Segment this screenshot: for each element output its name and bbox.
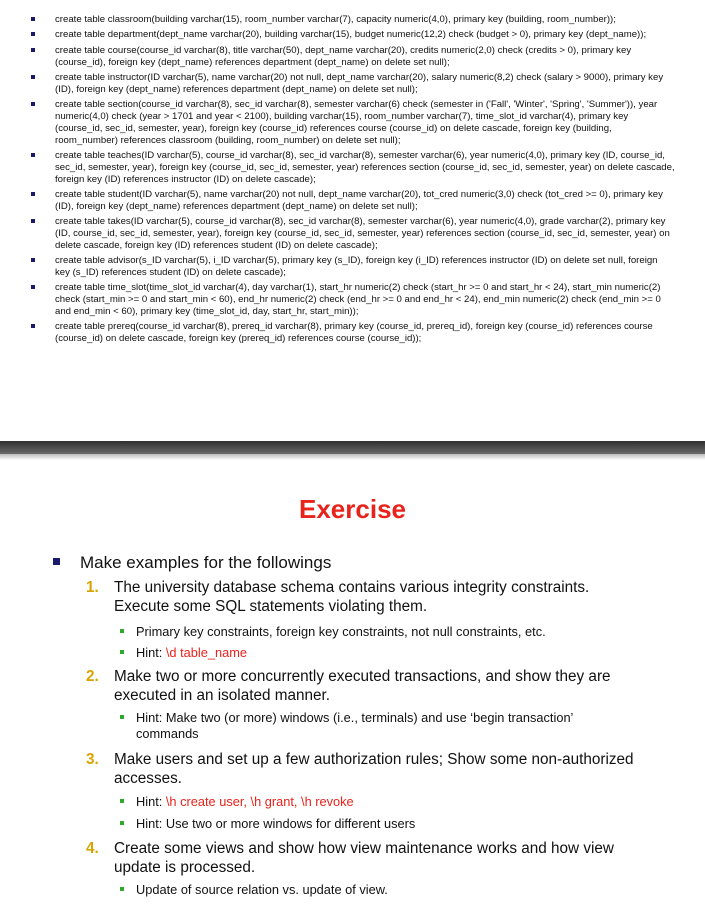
hint-text: Hint: Make two (or more) windows (i.e., terminals) and use ‘begin transaction’ commands bbox=[136, 710, 573, 741]
sql-text: create table teaches(ID varchar(5), course_id varchar(8), sec_id varchar(8), semester varchar(6), year numeric(4,0), primary key (ID, course_id, sec_id, semester, year), foreign key (course_id, sec_id, semester, year) references section (course_id, sec_id, semester, year) on delete cascade, foreign key (ID) references instructor (ID) on delete cascade); bbox=[55, 149, 675, 185]
sql-statement bbox=[0, 14, 705, 26]
hint-command: \h create user, \h grant, \h revoke bbox=[165, 794, 354, 809]
item-number: 4. bbox=[86, 840, 99, 857]
hint-line bbox=[117, 816, 657, 832]
item-number: 3. bbox=[86, 751, 99, 768]
bullet-icon bbox=[31, 17, 35, 21]
bullet-icon bbox=[31, 32, 35, 36]
bullet-icon bbox=[120, 887, 124, 891]
item-number: 1. bbox=[86, 579, 99, 596]
bullet-icon bbox=[31, 48, 35, 52]
hint-line bbox=[117, 624, 657, 640]
sql-text: create table prereq(course_id varchar(8), prereq_id varchar(8), primary key (course_id, prereq_id), foreign key (course_id) references course (course_id) on delete cascade, foreign key (prereq_id) references course (course_id)); bbox=[55, 321, 653, 345]
sql-statement bbox=[0, 321, 705, 345]
exercise-item-4 bbox=[86, 839, 646, 877]
hint-line bbox=[117, 710, 657, 742]
hint-line bbox=[117, 882, 657, 898]
item-text: Make two or more concurrently executed transactions, and show they are executed in an isolated manner. bbox=[114, 668, 611, 704]
exercise-slide bbox=[0, 460, 705, 908]
sql-text: create table course(course_id varchar(8), title varchar(50), dept_name varchar(20), credits numeric(2,0) check (credits > 0), primary key (course_id), foreign key (dept_name) references department (dept_name) on delete set null); bbox=[55, 44, 632, 68]
bullet-icon bbox=[31, 102, 35, 106]
hint-text: Hint: bbox=[136, 794, 166, 809]
slide-divider bbox=[0, 441, 705, 454]
bullet-icon bbox=[31, 285, 35, 289]
hint-text: Hint: bbox=[136, 645, 166, 660]
exercise-item-2 bbox=[86, 667, 646, 705]
bullet-icon bbox=[120, 821, 124, 825]
sql-text: create table time_slot(time_slot_id varchar(4), day varchar(1), start_hr numeric(2) check (start_hr >= 0 and start_hr < 24), start_min numeric(2) check (start_min >= 0 and start_min < 60), end_hr numeric(2) check (end_hr >= 0 and end_hr < 24), end_min numeric(2) check (end_min >= 0 and end_min < 60), primary key (time_slot_id, day, start_hr, start_min)); bbox=[55, 282, 661, 317]
sql-statement bbox=[0, 29, 705, 41]
sql-text: create table takes(ID varchar(5), course_id varchar(8), sec_id varchar(8), semester varchar(6), year numeric(4,0), grade varchar(2), primary key (ID, course_id, sec_id, semester, year), foreign key (course_id, sec_id, semester, year) references section (course_id, sec_id, semester, year) on delete cascade, foreign key (ID) references student (ID) on delete cascade); bbox=[55, 216, 670, 251]
sql-statement bbox=[0, 99, 705, 146]
sql-text: create table classroom(building varchar(15), room_number varchar(7), capacity numeric(4,0), primary key (building, room_number)); bbox=[55, 14, 616, 25]
intro-text: Make examples for the followings bbox=[80, 553, 332, 572]
hint-text: Update of source relation vs. update of view. bbox=[136, 882, 388, 897]
bullet-icon bbox=[31, 192, 35, 196]
sql-text: create table department(dept_name varchar(20), building varchar(15), budget numeric(12,2) check (budget > 0), primary key (dept_name)); bbox=[55, 29, 647, 41]
sql-statement bbox=[0, 72, 705, 96]
bullet-icon bbox=[120, 629, 124, 633]
bullet-icon bbox=[31, 75, 35, 79]
hint-text: Primary key constraints, foreign key constraints, not null constraints, etc. bbox=[136, 624, 546, 639]
item-text: Create some views and show how view maintenance works and how view update is processed. bbox=[114, 840, 614, 876]
schema-slide bbox=[0, 0, 705, 440]
exercise-item-1 bbox=[86, 578, 646, 616]
item-number: 2. bbox=[86, 668, 99, 685]
bullet-icon bbox=[53, 558, 60, 565]
item-text: Make users and set up a few authorization rules; Show some non-authorized accesses. bbox=[114, 751, 634, 787]
sql-text: create table instructor(ID varchar(5), name varchar(20) not null, dept_name varchar(20), salary numeric(8,2) check (salary > 9000), primary key (ID), foreign key (dept_name) references department (dept_name) on delete set null); bbox=[55, 71, 664, 95]
bullet-icon bbox=[120, 799, 124, 803]
sql-statement bbox=[0, 45, 705, 69]
bullet-icon bbox=[31, 324, 35, 328]
exercise-item-3 bbox=[86, 750, 646, 788]
bullet-icon bbox=[120, 715, 124, 719]
item-text: The university database schema contains various integrity constraints. Execute some SQL statements violating them. bbox=[114, 579, 590, 615]
exercise-intro bbox=[53, 553, 331, 573]
hint-line bbox=[117, 645, 657, 661]
bullet-icon bbox=[31, 219, 35, 223]
slide-title: Exercise bbox=[299, 494, 406, 524]
sql-statement bbox=[0, 282, 705, 317]
sql-text: create table student(ID varchar(5), name varchar(20) not null, dept_name varchar(20), tot_cred numeric(3,0) check (tot_cred >= 0), primary key (ID), foreign key (dept_name) references department (dept_name) on delete set null); bbox=[55, 188, 663, 212]
sql-text: create table section(course_id varchar(8), sec_id varchar(8), semester varchar(6) check (semester in ('Fall', 'Winter', 'Spring', 'Summer')), year numeric(4,0) check (year > 1701 and year < 2100), building varchar(15), room_number varchar(7), time_slot_id varchar(4), primary key (course_id, sec_id, semester, year), foreign key (course_id) references course (course_id) on delete cascade, foreign key (building, room_number) references classroom (building, room_number) on delete set null); bbox=[55, 99, 658, 146]
bullet-icon bbox=[120, 650, 124, 654]
sql-statement bbox=[0, 189, 705, 213]
bullet-icon bbox=[31, 258, 35, 262]
bullet-icon bbox=[31, 153, 35, 157]
sql-text: create table advisor(s_ID varchar(5), i_ID varchar(5), primary key (s_ID), foreign key (i_ID) references instructor (ID) on delete set null, foreign key (s_ID) references student (ID) on delete cascade); bbox=[55, 255, 658, 278]
sql-statement bbox=[0, 216, 705, 251]
sql-statement bbox=[0, 255, 705, 279]
sql-statement bbox=[0, 150, 705, 185]
sql-statement-list bbox=[0, 14, 705, 348]
hint-text: Hint: Use two or more windows for different users bbox=[136, 816, 416, 831]
hint-command: \d table_name bbox=[165, 645, 247, 660]
hint-line bbox=[117, 794, 657, 810]
